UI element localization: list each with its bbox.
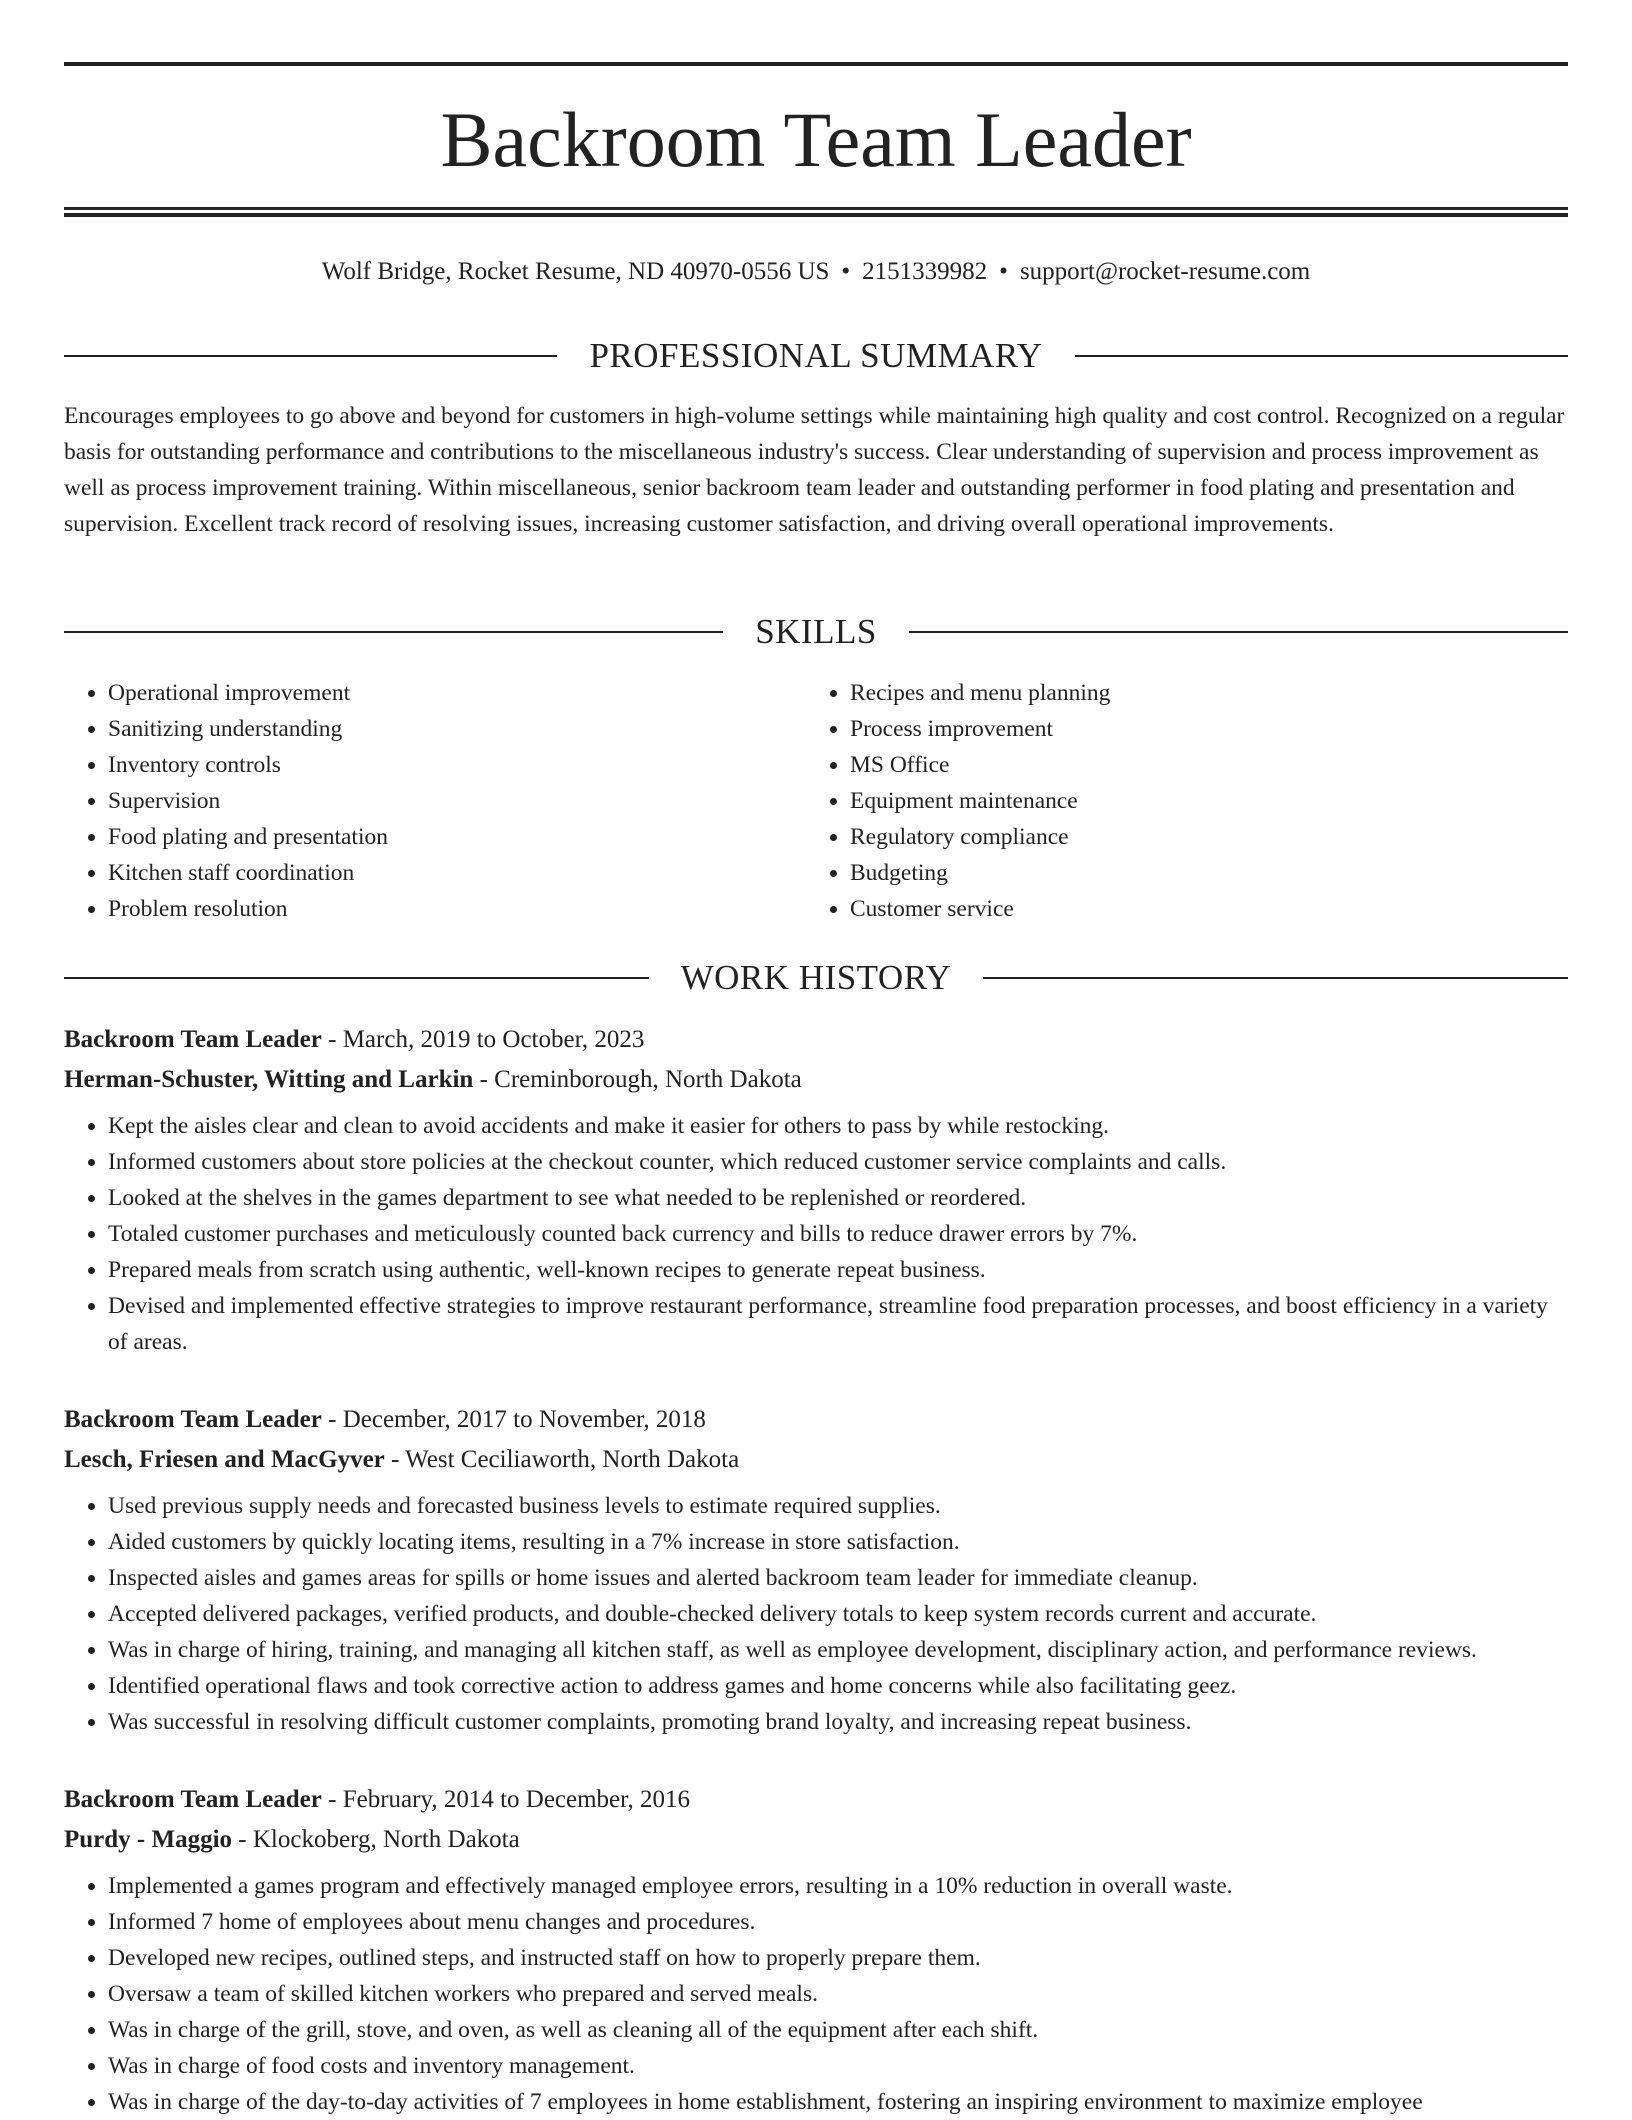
job-bullet: • Looked at the shelves in the games department to see what needed to be replenished or reordered.	[108, 1180, 1568, 1216]
heading-rule-right	[983, 977, 1568, 979]
job-company: Lesch, Friesen and MacGyver	[64, 1446, 385, 1473]
job-bullet: • Was in charge of food costs and inventory management.	[108, 2048, 1568, 2084]
job-bullet: • Informed 7 home of employees about menu changes and procedures.	[108, 1904, 1568, 1940]
job-location: - Klockoberg, North Dakota	[232, 1826, 520, 1853]
job-dates: - March, 2019 to October, 2023	[321, 1026, 645, 1053]
job-company: Purdy - Maggio	[64, 1826, 233, 1853]
job-company-line	[64, 1820, 1568, 1860]
job-bullet: • Aided customers by quickly locating items, resulting in a 7% increase in store satisfaction.	[108, 1524, 1568, 1560]
contact-separator: •	[999, 258, 1008, 285]
title-double-rule	[64, 207, 1568, 217]
summary-section-heading	[64, 334, 1568, 378]
job-bullet: • Was in charge of the day-to-day activities of 7 employees in home establishment, fostering an inspiring environment to maximize employee	[108, 2084, 1568, 2120]
skill-item: • MS Office	[850, 747, 1548, 783]
job-title: Backroom Team Leader	[64, 1406, 322, 1433]
job-company-line	[64, 1060, 1568, 1100]
job-bullet: • Implemented a games program and effectively managed employee errors, resulting in a 10% reduction in overall waste.	[108, 1868, 1568, 1904]
job-bullet: • Used previous supply needs and forecasted business levels to estimate required supplies.	[108, 1488, 1568, 1524]
page-title: Backroom Team Leader	[440, 96, 1192, 183]
job-entry	[64, 1400, 1568, 1740]
skill-item: • Equipment maintenance	[850, 783, 1548, 819]
job-company-line	[64, 1440, 1568, 1480]
summary-heading-label: PROFESSIONAL SUMMARY	[589, 336, 1043, 375]
job-title: Backroom Team Leader	[64, 1026, 322, 1053]
job-bullet: • Informed customers about store policies at the checkout counter, which reduced customer service complaints and calls.	[108, 1144, 1568, 1180]
job-bullet: • Accepted delivered packages, verified products, and double-checked delivery totals to keep system records current and accurate.	[108, 1596, 1568, 1632]
job-bullet: • Totaled customer purchases and meticulously counted back currency and bills to reduce drawer errors by 7%.	[108, 1216, 1568, 1252]
skills-list	[64, 675, 1568, 927]
job-bullet: • Prepared meals from scratch using authentic, well-known recipes to generate repeat business.	[108, 1252, 1568, 1288]
skill-item: • Sanitizing understanding	[108, 711, 806, 747]
professional-summary-text: Encourages employees to go above and beyond for customers in high-volume settings while maintaining high quality and cost control. Recognized on a regular basis for outstanding performance and contributions to the miscellaneous industry's success. Clear understanding of supervision and process improvement as well as process improvement training. Within miscellaneous, senior backroom team leader and outstanding performer in food plating and presentation and supervision. Excellent track record of resolving issues, increasing customer satisfaction, and driving overall operational improvements.	[64, 403, 1565, 537]
job-title-line	[64, 1020, 1568, 1060]
job-location: - Creminborough, North Dakota	[473, 1066, 802, 1093]
job-entry	[64, 1020, 1568, 1360]
job-bullet: • Kept the aisles clear and clean to avoid accidents and make it easier for others to pass by while restocking.	[108, 1108, 1568, 1144]
contact-separator: •	[841, 258, 851, 285]
skill-item: • Recipes and menu planning	[850, 675, 1548, 711]
skill-item: • Problem resolution	[108, 891, 806, 927]
job-bullet: • Devised and implemented effective strategies to improve restaurant performance, streamline food preparation processes, and boost efficiency in a variety of areas.	[108, 1288, 1568, 1360]
job-bullet: • Oversaw a team of skilled kitchen workers who prepared and served meals.	[108, 1976, 1568, 2012]
skills-column-left	[64, 675, 806, 927]
job-title: Backroom Team Leader	[64, 1786, 322, 1813]
job-title-line	[64, 1400, 1568, 1440]
skill-item: • Process improvement	[850, 711, 1548, 747]
heading-rule-left	[64, 631, 723, 633]
skill-item: • Budgeting	[850, 855, 1548, 891]
heading-rule-left	[64, 977, 649, 979]
job-bullet: • Was in charge of hiring, training, and managing all kitchen staff, as well as employee development, disciplinary action, and performance reviews.	[108, 1632, 1568, 1668]
heading-rule-right	[1075, 355, 1568, 357]
job-location: - West Ceciliaworth, North Dakota	[384, 1446, 740, 1473]
skill-item: • Regulatory compliance	[850, 819, 1548, 855]
job-bullet: • Developed new recipes, outlined steps, and instructed staff on how to properly prepare them.	[108, 1940, 1568, 1976]
heading-rule-right	[909, 631, 1568, 633]
job-company: Herman-Schuster, Witting and Larkin	[64, 1066, 474, 1093]
skill-item: • Food plating and presentation	[108, 819, 806, 855]
skills-heading-label: SKILLS	[755, 612, 877, 651]
job-bullets	[64, 1488, 1568, 1740]
skill-item: • Customer service	[850, 891, 1548, 927]
top-rule	[64, 62, 1568, 66]
heading-rule-left	[64, 355, 557, 357]
job-dates: - February, 2014 to December, 2016	[321, 1786, 690, 1813]
skills-section-heading	[64, 610, 1568, 654]
skill-item: • Inventory controls	[108, 747, 806, 783]
skills-column-right	[806, 675, 1548, 927]
job-bullet: • Identified operational flaws and took corrective action to address games and home concerns while also facilitating geez.	[108, 1668, 1568, 1704]
skill-item: • Supervision	[108, 783, 806, 819]
job-entry	[64, 1780, 1568, 2120]
job-title-line	[64, 1780, 1568, 1820]
job-dates: - December, 2017 to November, 2018	[321, 1406, 706, 1433]
job-bullets	[64, 1108, 1568, 1360]
contact-address: Wolf Bridge, Rocket Resume, ND 40970-0556 US	[321, 258, 830, 285]
job-bullet: • Was successful in resolving difficult customer complaints, promoting brand loyalty, and increasing repeat business.	[108, 1704, 1568, 1740]
contact-email: support@rocket-resume.com	[1019, 258, 1311, 285]
work-history-section-heading	[64, 956, 1568, 1000]
contact-line	[64, 252, 1568, 292]
job-bullet: • Inspected aisles and games areas for spills or home issues and alerted backroom team leader for immediate cleanup.	[108, 1560, 1568, 1596]
job-bullets	[64, 1868, 1568, 2120]
work-history-heading-label: WORK HISTORY	[680, 958, 952, 997]
skill-item: • Operational improvement	[108, 675, 806, 711]
contact-phone: 2151339982	[862, 258, 988, 285]
job-bullet: • Was in charge of the grill, stove, and oven, as well as cleaning all of the equipment after each shift.	[108, 2012, 1568, 2048]
skill-item: • Kitchen staff coordination	[108, 855, 806, 891]
